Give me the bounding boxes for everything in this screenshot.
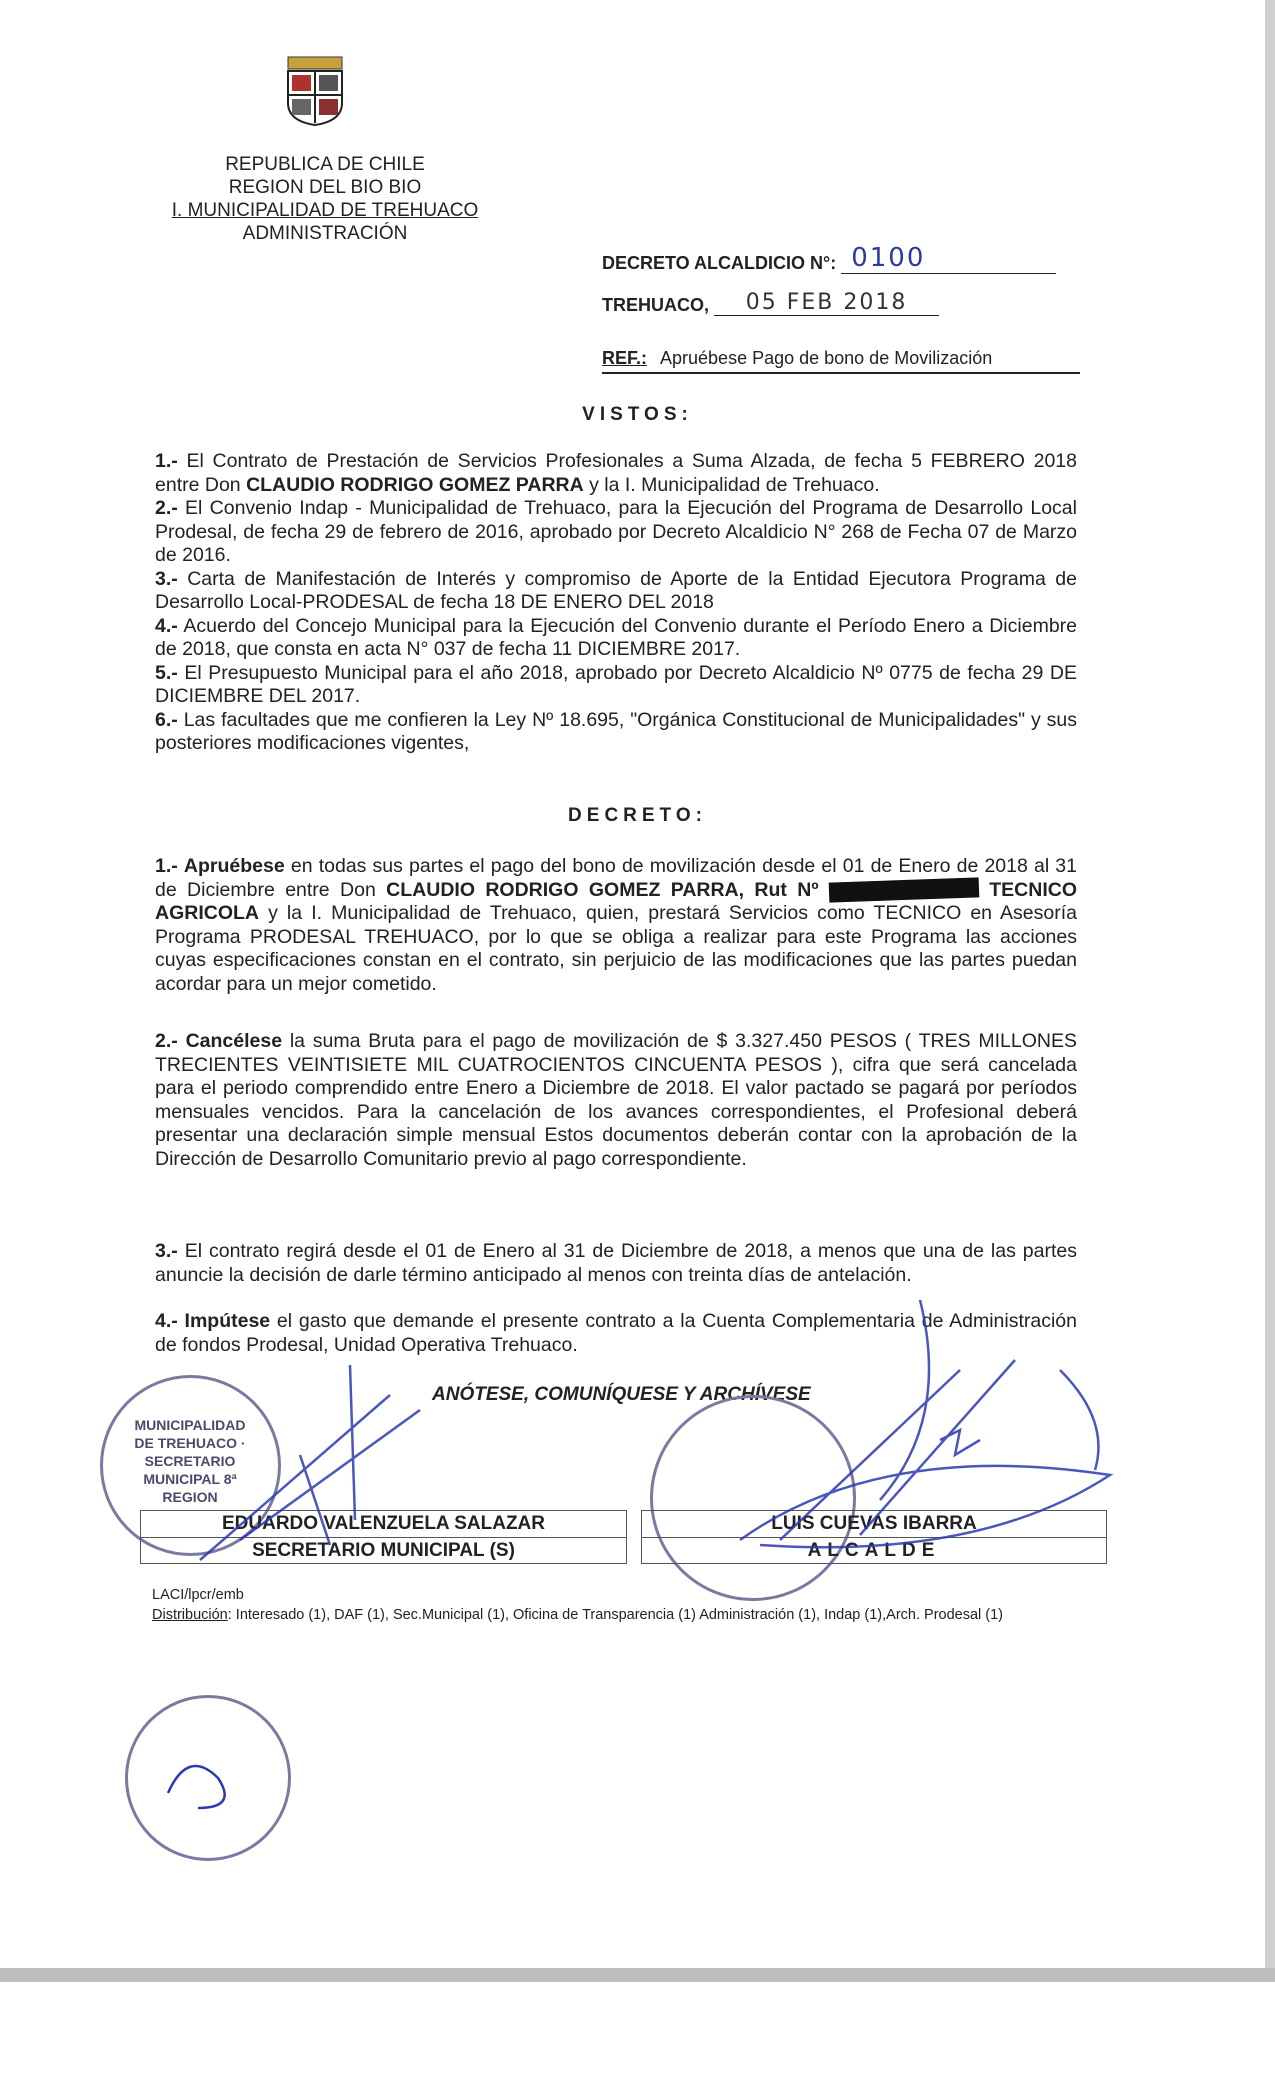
vistos-list [155,450,1077,756]
decreto-item-1: 1.- Apruébese en todas sus partes el pago del bono de movilización desde el 01 de Enero de 2018 al 31 de Diciembre entre Don CLAUDIO RODRIGO GOMEZ PARRA, Rut Nº TECNICO AGRICOLA y la I. Municipalidad de Trehuaco, quien, prestará Servicios como TECNICO en Asesoría Programa PRODESAL TREHUACO, por lo que se obliga a realizar para este Programa las acciones cuyas especificaciones constan en el contrato, sin perjuicio de las modificaciones que las partes puedan acordar para un mejor cometido. [155,855,1077,995]
decree-number-label: DECRETO ALCALDICIO N°: [602,253,837,273]
signer-name: EDUARDO VALENZUELA SALAZAR [141,1511,626,1538]
header-line: REGION DEL BIO BIO [228,177,422,198]
date-row [602,290,939,316]
decree-date: 05 FEB 2018 [745,290,908,315]
bottom-municipal-stamp [125,1695,291,1861]
decreto-item-2: 2.- Cancélese la suma Bruta para el pago de movilización de $ 3.327.450 PESOS ( TRES MILLONES TRECIENTES VEINTISIETE MIL CUATROCIENTOS CINCUENTA PESOS ), cifra que será cancelada para el periodo comprendido entre Enero a Diciembre de 2018. El valor pactado se pagará por períodos mensuales vencidos. Para la cancelación de los avances correspondientes, el Profesional deberá presentar una declaración simple mensual Estos documentos deberán contar con la aprobación de la Dirección de Desarrollo Comunitario previo al pago correspondiente. [155,1030,1078,1170]
ref-label: REF.: [602,348,647,368]
ref-text: Apruébese Pago de bono de Movilización [660,348,993,368]
decreto-item-4: 4.- Impútese el gasto que demande el presente contrato a la Cuenta Complementaria de Administración de fondos Prodesal, Unidad Operativa Trehuaco. [155,1310,1077,1356]
closing-formula: ANÓTESE, COMUNÍQUESE Y ARCHÍVESE [432,1384,811,1405]
vistos-item: 2.- El Convenio Indap - Municipalidad de Trehuaco, para la Ejecución del Programa de Desarrollo Local Prodesal, de fecha 29 de febrero de 2016, aprobado por Decreto Alcaldicio N° 268 de Fecha 07 de Marzo de 2016. [155,497,1077,566]
secretary-signature-box [140,1510,627,1564]
issuer-header [155,153,495,245]
vistos-item: 6.- Las facultades que me confieren la Ley Nº 18.695, "Orgánica Constitucional de Municipalidades" y sus posteriores modificaciones vigentes, [155,708,1077,754]
decree-number-row [602,243,1056,274]
vistos-item: 5.- El Presupuesto Municipal para el año 2018, aprobado por Decreto Alcaldicio Nº 0775 de fecha 29 DE DICIEMBRE DEL 2017. [155,661,1077,707]
vistos-heading: VISTOS: [582,404,693,425]
vistos-item: 1.- El Contrato de Prestación de Servicios Profesionales a Suma Alzada, de fecha 5 FEBRERO 2018 entre Don CLAUDIO RODRIGO GOMEZ PARRA y la I. Municipalidad de Trehuaco. [155,450,1077,496]
stamp-text: MUNICIPALIDAD DE TREHUACO · SECRETARIO MUNICIPAL 8ª REGION [134,1417,246,1505]
header-line: ADMINISTRACIÓN [242,223,408,244]
decreto-item-3: 3.- El contrato regirá desde el 01 de Enero al 31 de Diciembre de 2018, a menos que una de las partes anuncie la decisión de darle término anticipado al menos con treinta días de antelación. [155,1240,1077,1286]
header-line: REPUBLICA DE CHILE [225,154,425,175]
distribution-footer [152,1585,1052,1625]
mayor-signature-box [641,1510,1107,1564]
decree-number: 0100 [851,243,926,273]
scan-border [0,1968,1275,1982]
header-line: I. MUNICIPALIDAD DE TREHUACO [171,200,479,221]
scan-border [1265,0,1275,1982]
initials: LACI/lpcr/emb [152,1587,244,1603]
reference-row [602,348,1080,374]
place-label: TREHUACO, [602,295,709,315]
mayor-stamp [650,1395,856,1601]
distribution-list: Distribución: Interesado (1), DAF (1), Sec.Municipal (1), Oficina de Transparencia (1) Administración (1), Indap (1),Arch. Prodesal (1) [152,1607,1004,1623]
vistos-item: 3.- Carta de Manifestación de Interés y compromiso de Aporte de la Entidad Ejecutora Programa de Desarrollo Local-PRODESAL de fecha 18 DE ENERO DEL 2018 [155,567,1077,613]
decreto-heading: DECRETO: [568,805,707,826]
redacted-rut [829,878,980,903]
vistos-item: 4.- Acuerdo del Concejo Municipal para la Ejecución del Convenio durante el Período Enero a Diciembre de 2018, que consta en acta N° 037 de fecha 11 DICIEMBRE 2017. [155,614,1077,660]
municipal-crest-logo [280,55,350,127]
signer-title: ALCALDE [807,1540,941,1561]
signer-title: SECRETARIO MUNICIPAL (S) [252,1540,515,1561]
signer-name: LUIS CUEVAS IBARRA [642,1511,1106,1538]
